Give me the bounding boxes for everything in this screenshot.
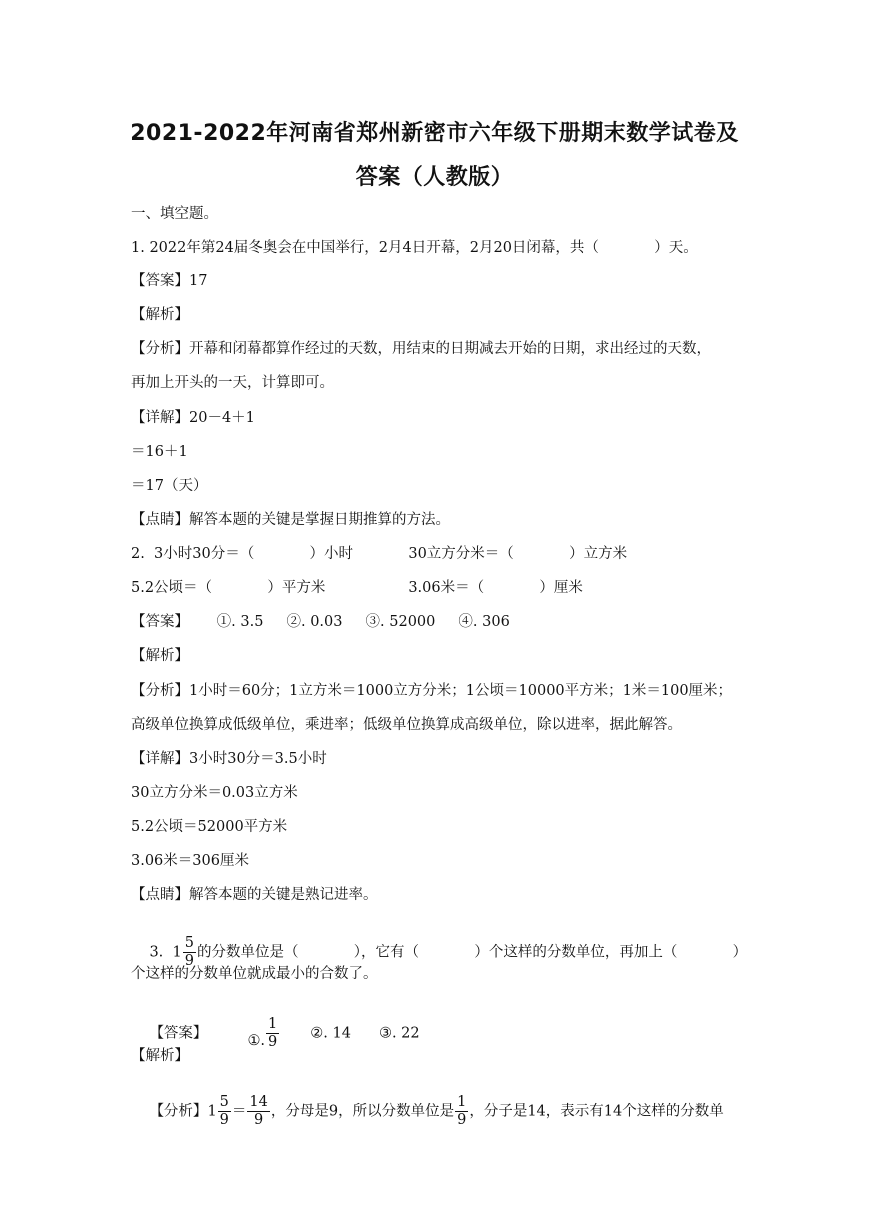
q2-detail-line2: 30立方分米＝0.03立方米: [131, 785, 298, 801]
q2-detail-line4: 3.06米＝306厘米: [131, 853, 249, 869]
q3-fenxi-label: 【分析】: [149, 1103, 208, 1120]
q2-detail-line3: 5.2公顷＝52000平方米: [131, 819, 288, 835]
q3-answer1-numerator: 1: [268, 1016, 278, 1032]
q3-fenxi-tail: ，分子是14，表示有14个这样的分数单: [469, 1103, 724, 1120]
doc-title-line2: 答案（人教版）: [355, 165, 514, 190]
q1-fenxi-line2: 再加上开头的一天，计算即可。: [131, 375, 334, 391]
q1-fenxi-line1: 【分析】开幕和闭幕都算作经过的天数，用结束的日期减去开始的日期，求出经过的天数，: [131, 341, 711, 357]
q2-answer: 【答案】 ①. 3.5 ②. 0.03 ③. 52000 ④. 306: [131, 614, 510, 630]
q1-detail-line3: ＝17（天）: [131, 478, 208, 494]
q1-answer: 【答案】17: [131, 273, 208, 289]
q3-answer-label: 【答案】: [149, 1025, 208, 1042]
q3-text-line2: 个这样的分数单位就成最小的合数了。: [131, 966, 378, 982]
q3-answer1-fraction: [266, 1016, 279, 1051]
q3-fenxi-fraction1-numerator: 5: [219, 1094, 229, 1110]
doc-title-line1: 2021-2022年河南省郑州新密市六年级下册期末数学试卷及: [130, 121, 739, 146]
q1-text: 1. 2022年第24届冬奥会在中国举行，2月4日开幕，2月20日闭幕，共（ ）天。: [131, 240, 698, 256]
q3-fenxi-whole: 1: [207, 1103, 217, 1120]
q2-dianjing: 【点睛】解答本题的关键是熟记进率。: [131, 887, 378, 903]
q3-fenxi-equals: ＝: [231, 1103, 247, 1120]
q1-analysis-label: 【解析】: [131, 307, 189, 323]
q3-fenxi-fraction1-denominator: 9: [219, 1112, 229, 1128]
q3-fraction-denominator: 9: [184, 953, 194, 969]
q2-fenxi-line1: 【分析】1小时＝60分；1立方米＝1000立方分米；1公顷＝10000平方米；1米＝100厘米；: [131, 683, 733, 699]
section-heading: 一、填空题。: [131, 206, 218, 222]
q2-fenxi-line2: 高级单位换算成低级单位，乘进率；低级单位换算成高级单位，除以进率，据此解答。: [131, 717, 682, 733]
q3-fenxi-line: [131, 1074, 724, 1149]
q2-text-line2: 5.2公顷＝（ ）平方米 3.06米＝（ ）厘米: [131, 580, 583, 596]
q2-text-line1: 2. 3小时30分＝（ ）小时 30立方分米＝（ ）立方米: [131, 546, 628, 562]
q3-fenxi-fraction2: [247, 1094, 269, 1129]
q3-fenxi-middle: ，分母是9，所以分数单位是: [270, 1103, 455, 1120]
q3-fenxi-fraction3: [455, 1094, 468, 1129]
q3-answer1-denominator: 9: [268, 1034, 278, 1050]
q3-fenxi-fraction2-numerator: 14: [249, 1094, 268, 1110]
q3-text-rest: 的分数单位是（ ），它有（ ）个这样的分数单位，再加上（ ）: [196, 944, 748, 961]
q3-analysis-label: 【解析】: [131, 1048, 189, 1064]
q3-answer2: ②. 14: [310, 1025, 351, 1042]
q3-number: 3.: [149, 944, 173, 961]
q3-fenxi-fraction3-denominator: 9: [457, 1112, 467, 1128]
q3-answer3: ③. 22: [378, 1025, 420, 1042]
q3-fenxi-fraction3-numerator: 1: [457, 1094, 467, 1110]
q3-fraction-numerator: 5: [184, 935, 194, 951]
q3-answer1-label: ①.: [247, 1033, 266, 1049]
q3-mixed-whole: 1: [172, 944, 182, 961]
q3-fenxi-fraction1: [218, 1094, 231, 1129]
q1-dianjing: 【点睛】解答本题的关键是掌握日期推算的方法。: [131, 512, 450, 528]
q2-detail-line1: 【详解】3小时30分＝3.5小时: [131, 751, 327, 767]
q2-analysis-label: 【解析】: [131, 648, 189, 664]
q3-fenxi-fraction2-denominator: 9: [254, 1112, 264, 1128]
q1-detail-line2: ＝16＋1: [131, 444, 188, 460]
q1-detail-line1: 【详解】20－4＋1: [131, 410, 255, 426]
